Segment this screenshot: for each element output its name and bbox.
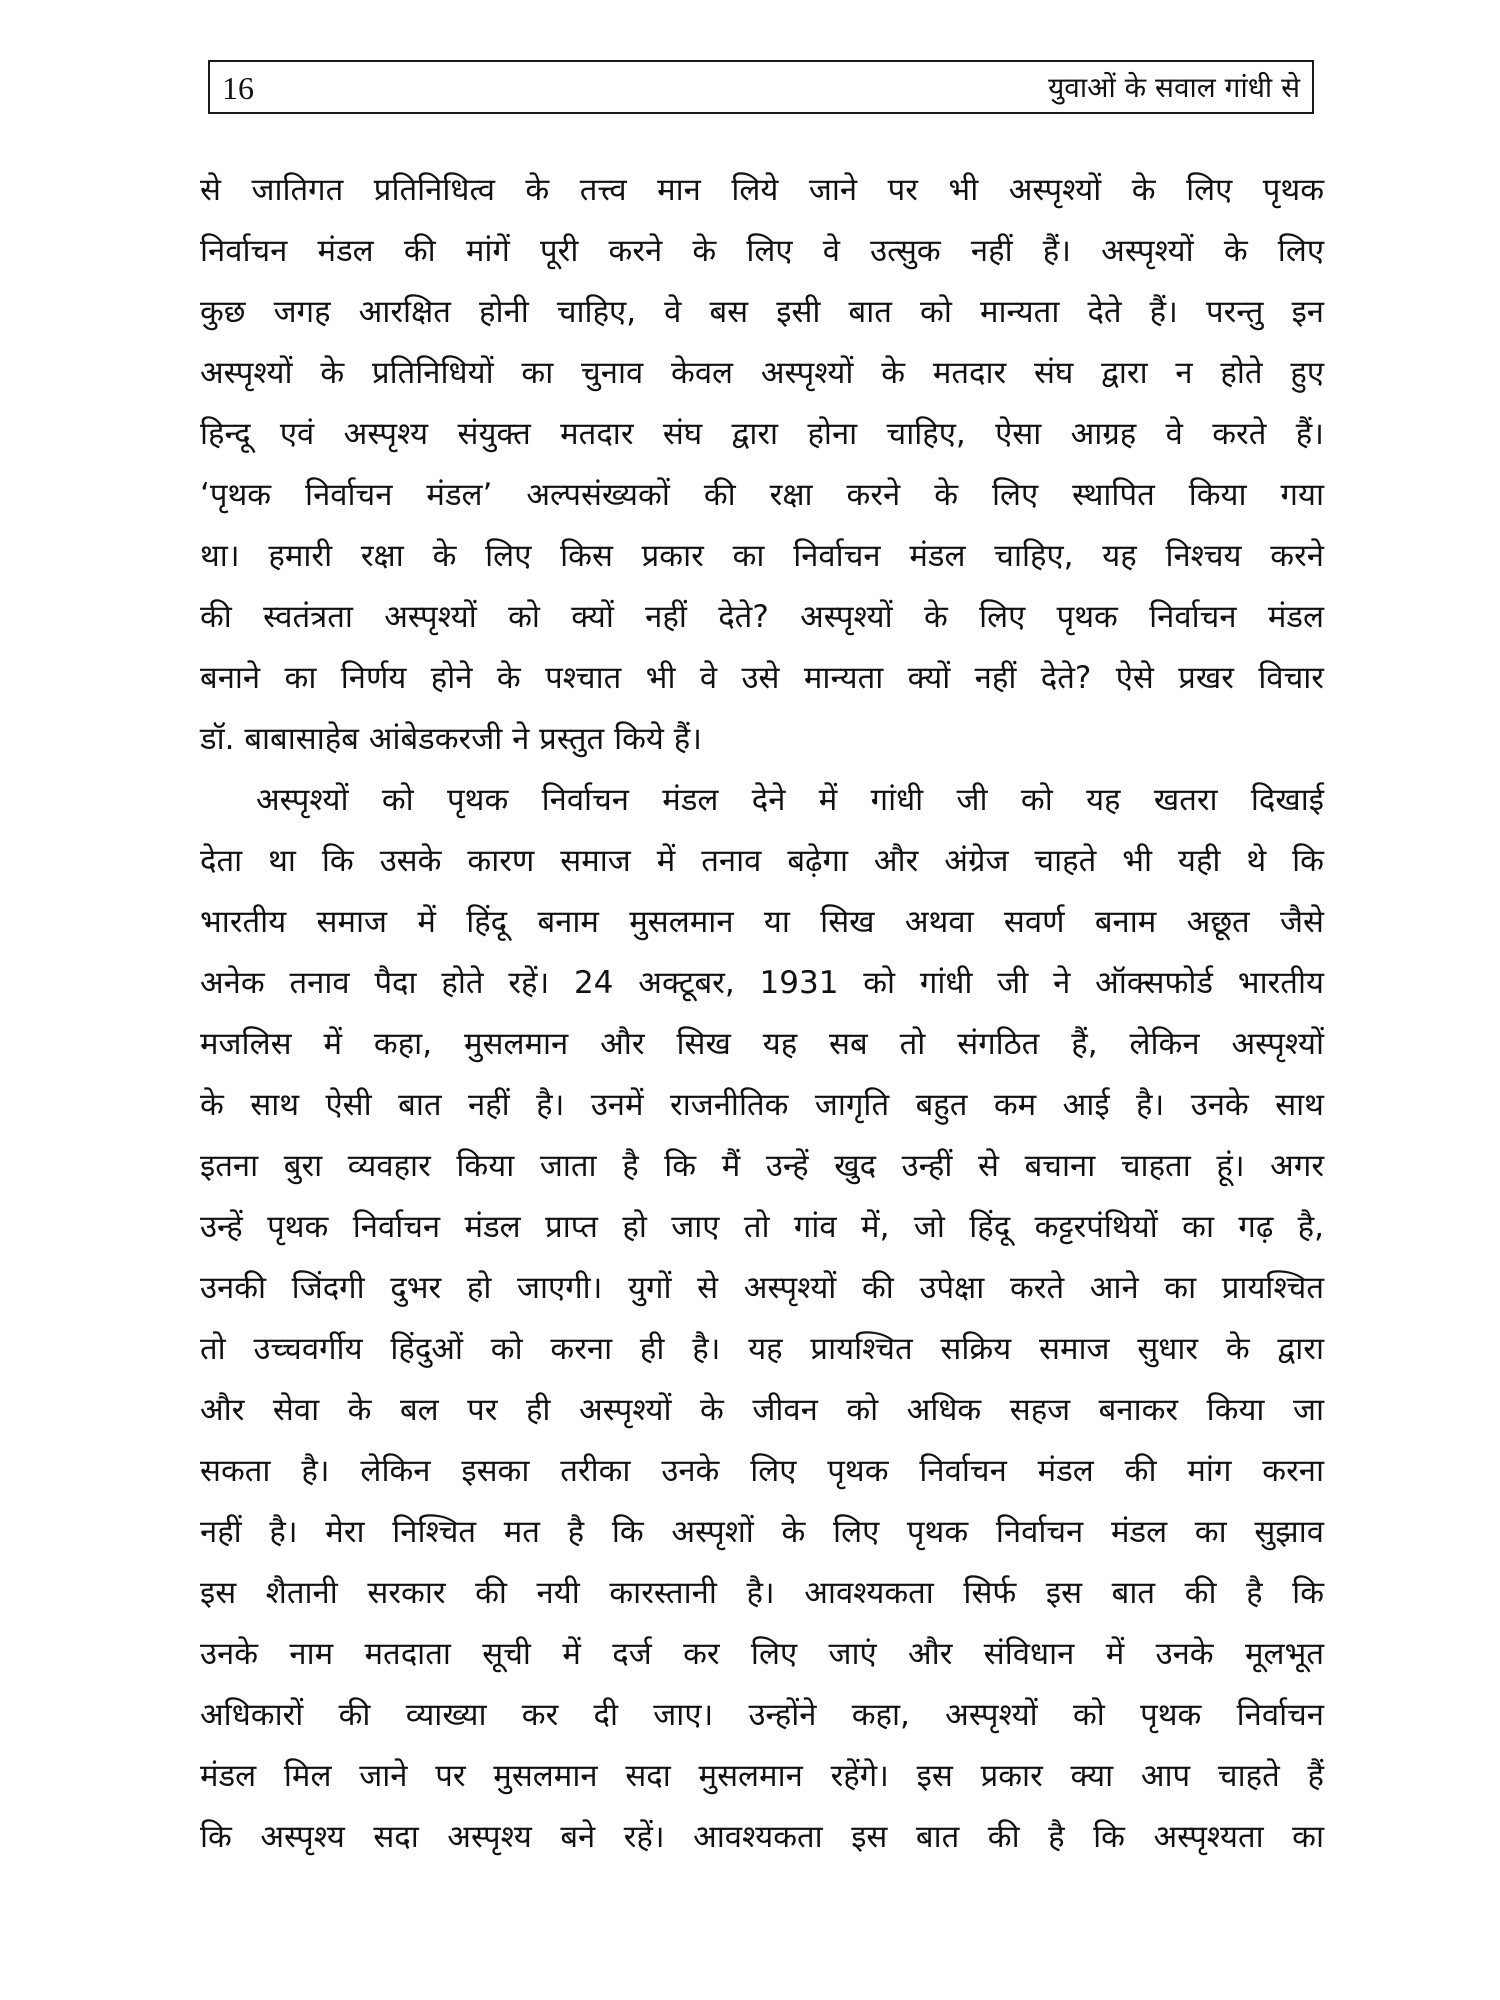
body-text [200,160,1324,1868]
text-line: मंडल मिल जाने पर मुसलमान सदा मुसलमान रहेंगे। इस प्रकार क्या आप चाहते हैं [200,1758,1324,1794]
text-line: उनके नाम मतदाता सूची में दर्ज कर लिए जाएं और संविधान में उनके मूलभूत [200,1636,1324,1672]
running-title: युवाओं के सवाल गांधी से [1048,71,1300,104]
text-line: के साथ ऐसी बात नहीं है। उनमें राजनीतिक जागृति बहुत कम आई है। उनके साथ [200,1087,1324,1123]
text-line: की स्वतंत्रता अस्पृश्यों को क्यों नहीं देते? अस्पृश्यों के लिए पृथक निर्वाचन मंडल [200,599,1324,635]
text-line: ‘पृथक निर्वाचन मंडल’ अल्पसंख्यकों की रक्षा करने के लिए स्थापित किया गया [200,477,1324,513]
text-line: हिन्दू एवं अस्पृश्य संयुक्त मतदार संघ द्वारा होना चाहिए, ऐसा आग्रह वे करते हैं। [200,416,1324,452]
paragraph-2 [200,770,1324,1868]
paragraph-1 [200,160,1324,770]
text-line: और सेवा के बल पर ही अस्पृश्यों के जीवन को अधिक सहज बनाकर किया जा [200,1392,1324,1428]
text-line: बनाने का निर्णय होने के पश्चात भी वे उसे मान्यता क्यों नहीं देते? ऐसे प्रखर विचार [200,660,1324,696]
text-line: देता था कि उसके कारण समाज में तनाव बढ़ेगा और अंग्रेज चाहते भी यही थे कि [200,843,1324,879]
text-line: तो उच्चवर्गीय हिंदुओं को करना ही है। यह प्रायश्चित सक्रिय समाज सुधार के द्वारा [200,1331,1324,1367]
text-line: था। हमारी रक्षा के लिए किस प्रकार का निर्वाचन मंडल चाहिए, यह निश्चय करने [200,538,1324,574]
text-line: भारतीय समाज में हिंदू बनाम मुसलमान या सिख अथवा सवर्ण बनाम अछूत जैसे [200,904,1324,940]
text-line: उन्हें पृथक निर्वाचन मंडल प्राप्त हो जाए तो गांव में, जो हिंदू कट्टरपंथियों का गढ़ है, [200,1209,1324,1245]
text-line: इतना बुरा व्यवहार किया जाता है कि मैं उन्हें खुद उन्हीं से बचाना चाहता हूं। अगर [200,1148,1324,1184]
text-line: अधिकारों की व्याख्या कर दी जाए। उन्होंने कहा, अस्पृश्यों को पृथक निर्वाचन [200,1697,1324,1733]
text-line: निर्वाचन मंडल की मांगें पूरी करने के लिए वे उत्सुक नहीं हैं। अस्पृश्यों के लिए [200,233,1324,269]
text-line: डॉ. बाबासाहेब आंबेडकरजी ने प्रस्तुत किये हैं। [200,721,702,757]
text-line: कि अस्पृश्य सदा अस्पृश्य बने रहें। आवश्यकता इस बात की है कि अस्पृश्यता का [200,1819,1324,1855]
text-line: इस शैतानी सरकार की नयी कारस्तानी है। आवश्यकता सिर्फ इस बात की है कि [200,1575,1324,1611]
text-line: अस्पृश्यों को पृथक निर्वाचन मंडल देने में गांधी जी को यह खतरा दिखाई [256,782,1324,818]
text-line: नहीं है। मेरा निश्चित मत है कि अस्पृशों के लिए पृथक निर्वाचन मंडल का सुझाव [200,1514,1324,1550]
page-header [208,60,1314,114]
text-line: उनकी जिंदगी दुभर हो जाएगी। युगों से अस्पृश्यों की उपेक्षा करते आने का प्रायश्चित [200,1270,1324,1306]
text-line: अस्पृश्यों के प्रतिनिधियों का चुनाव केवल अस्पृश्यों के मतदार संघ द्वारा न होते हुए [200,355,1324,391]
page-number: 16 [222,70,254,106]
text-line: अनेक तनाव पैदा होते रहें। 24 अक्टूबर, 1931 को गांधी जी ने ऑक्सफोर्ड भारतीय [200,965,1324,1001]
text-line: से जातिगत प्रतिनिधित्व के तत्त्व मान लिये जाने पर भी अस्पृश्यों के लिए पृथक [200,172,1324,208]
text-line: सकता है। लेकिन इसका तरीका उनके लिए पृथक निर्वाचन मंडल की मांग करना [200,1453,1324,1489]
text-line: मजलिस में कहा, मुसलमान और सिख यह सब तो संगठित हैं, लेकिन अस्पृश्यों [200,1026,1324,1062]
text-line: कुछ जगह आरक्षित होनी चाहिए, वे बस इसी बात को मान्यता देते हैं। परन्तु इन [200,294,1324,330]
